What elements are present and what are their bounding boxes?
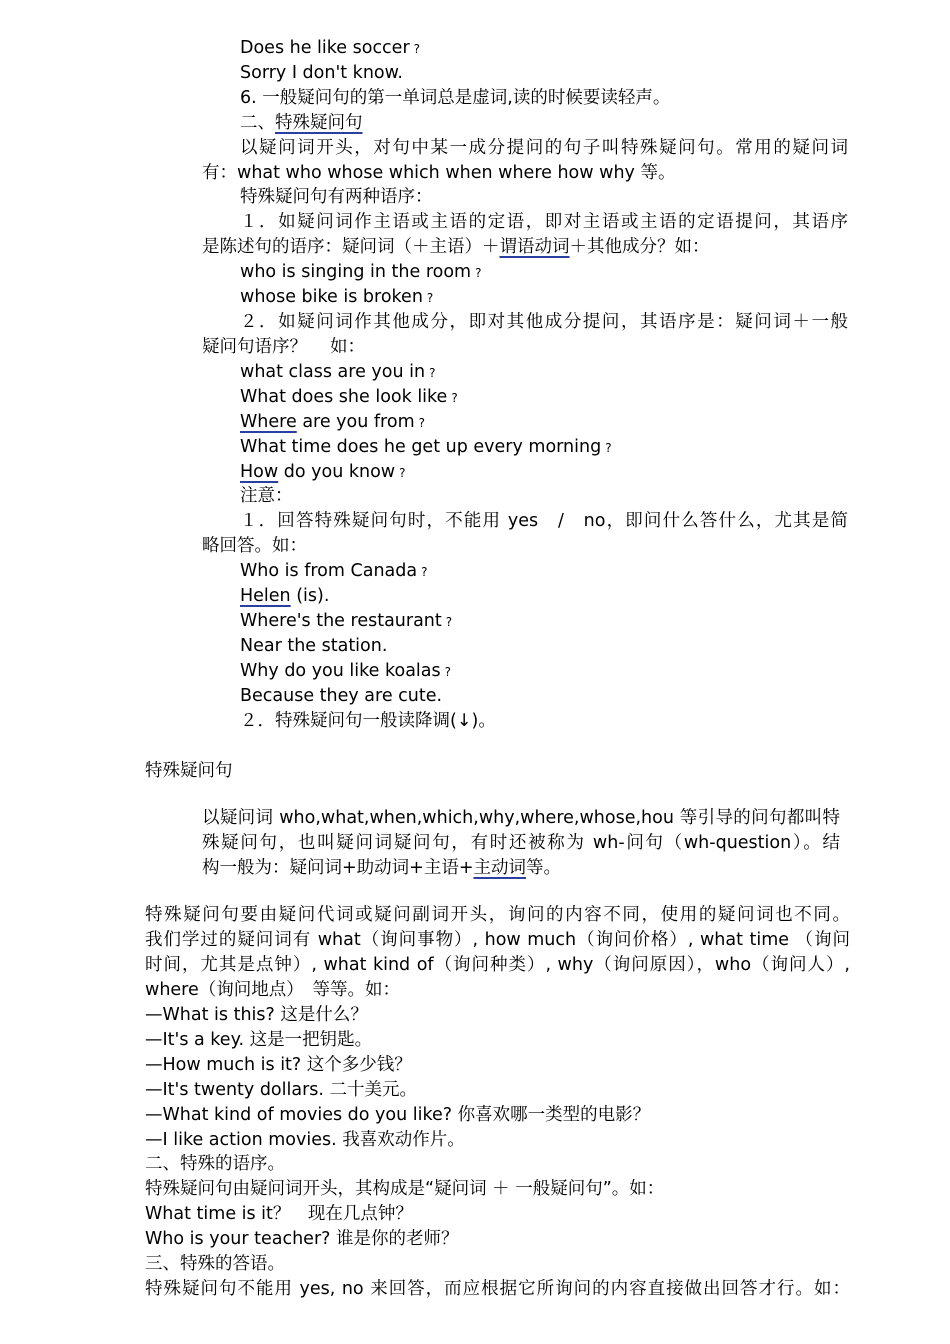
example-line: What time is it？ 现在几点钟？ bbox=[145, 1204, 413, 1224]
paragraph-line: 特殊疑问句由疑问词开头，其构成是“疑问词 ＋ 一般疑问句”。如： bbox=[145, 1179, 665, 1199]
example-line: Sorry I don't know. bbox=[240, 63, 403, 83]
paragraph-line: 构一般为：疑问词+助动词+主语+主动词等。 bbox=[202, 858, 561, 878]
example-line: Where are you from ? bbox=[240, 412, 425, 432]
paragraph-line: 特殊疑问句有两种语序： bbox=[240, 187, 433, 207]
example-line: Who is from Canada ? bbox=[240, 561, 428, 581]
paragraph-line: 我们学过的疑问词有 what（询问事物）, how much（询问价格）, what time （询问 bbox=[145, 930, 850, 950]
rule-text: ２．特殊疑问句一般读降调(↓)。 bbox=[240, 711, 496, 731]
paragraph-line: １．回答特殊疑问句时，不能用 yes / no，即问什么答什么，尤其是简 bbox=[240, 511, 848, 531]
paragraph-line: 特殊疑问句要由疑问代词或疑问副词开头，询问的内容不同，使用的疑问词也不同。 bbox=[145, 905, 850, 925]
word-link[interactable]: How bbox=[240, 462, 279, 482]
example-line: Because they are cute. bbox=[240, 686, 443, 706]
term-link[interactable]: 谓语动词 bbox=[499, 237, 570, 257]
example-line: Where's the restaurant ? bbox=[240, 611, 453, 631]
paragraph-line: 殊疑问句，也叫疑问词疑问句，有时还被称为 wh-问句（wh-question）。结 bbox=[202, 833, 840, 853]
paragraph-line: 特殊疑问句不能用 yes, no 来回答，而应根据它所询问的内容直接做出回答才行。如： bbox=[145, 1279, 850, 1299]
dialog-line: —What is this? 这是什么？ bbox=[145, 1005, 368, 1025]
paragraph-line: 有：what who whose which when where how why 等。 bbox=[202, 163, 676, 183]
example-line: Near the station. bbox=[240, 636, 388, 656]
section-heading: 二、特殊的语序。 bbox=[145, 1154, 285, 1174]
paragraph-line: 疑问句语序？ 如： bbox=[202, 337, 366, 357]
rule-text: 6. 一般疑问句的第一单词总是虚词,读的时候要读轻声。 bbox=[240, 88, 671, 108]
section-heading: 二、特殊疑问句 bbox=[240, 113, 363, 133]
dialog-line: —I like action movies. 我喜欢动作片。 bbox=[145, 1130, 465, 1150]
paragraph-line: 是陈述句的语序：疑问词（＋主语）＋谓语动词＋其他成分？如： bbox=[202, 237, 710, 257]
example-line: what class are you in ? bbox=[240, 362, 436, 382]
dialog-line: —What kind of movies do you like? 你喜欢哪一类型的电影？ bbox=[145, 1105, 651, 1125]
section-heading: 三、特殊的答语。 bbox=[145, 1254, 285, 1274]
paragraph-line: 略回答。如： bbox=[202, 536, 307, 556]
paragraph-line: １．如疑问词作主语或主语的定语，即对主语或主语的定语提问，其语序 bbox=[240, 212, 848, 232]
paragraph-line: ２．如疑问词作其他成分，即对其他成分提问，其语序是：疑问词＋一般 bbox=[240, 312, 848, 332]
word-link[interactable]: Helen bbox=[240, 586, 291, 606]
dialog-line: —It's a key. 这是一把钥匙。 bbox=[145, 1030, 373, 1050]
example-line: Why do you like koalas ? bbox=[240, 661, 451, 681]
section-title: 特殊疑问句 bbox=[145, 761, 233, 781]
word-link[interactable]: Where bbox=[240, 412, 297, 432]
example-line: Who is your teacher? 谁是你的老师？ bbox=[145, 1229, 459, 1249]
example-line: What time does he get up every morning ? bbox=[240, 437, 612, 457]
note-label: 注意： bbox=[240, 486, 293, 506]
paragraph-line: 时间，尤其是点钟）, what kind of（询问种类）, why（询问原因），who（询问人）, bbox=[145, 955, 850, 975]
dialog-line: —How much is it? 这个多少钱？ bbox=[145, 1055, 412, 1075]
heading-link[interactable]: 特殊疑问句 bbox=[275, 113, 363, 133]
term-link[interactable]: 主动词 bbox=[473, 858, 526, 878]
example-line: How do you know ? bbox=[240, 462, 406, 482]
dialog-line: —It's twenty dollars. 二十美元。 bbox=[145, 1080, 418, 1100]
example-line: who is singing in the room ? bbox=[240, 262, 482, 282]
example-line: Does he like soccer ? bbox=[240, 38, 421, 58]
example-line: What does she look like ? bbox=[240, 387, 458, 407]
example-line: whose bike is broken ? bbox=[240, 287, 434, 307]
paragraph-line: where（询问地点） 等等。如： bbox=[145, 980, 400, 1000]
example-line: Helen (is). bbox=[240, 586, 330, 606]
paragraph-line: 以疑问词开头，对句中某一成分提问的句子叫特殊疑问句。常用的疑问词 bbox=[240, 138, 848, 158]
paragraph-line: 以疑问词 who,what,when,which,why,where,whose,hou 等引导的问句都叫特 bbox=[202, 808, 840, 828]
